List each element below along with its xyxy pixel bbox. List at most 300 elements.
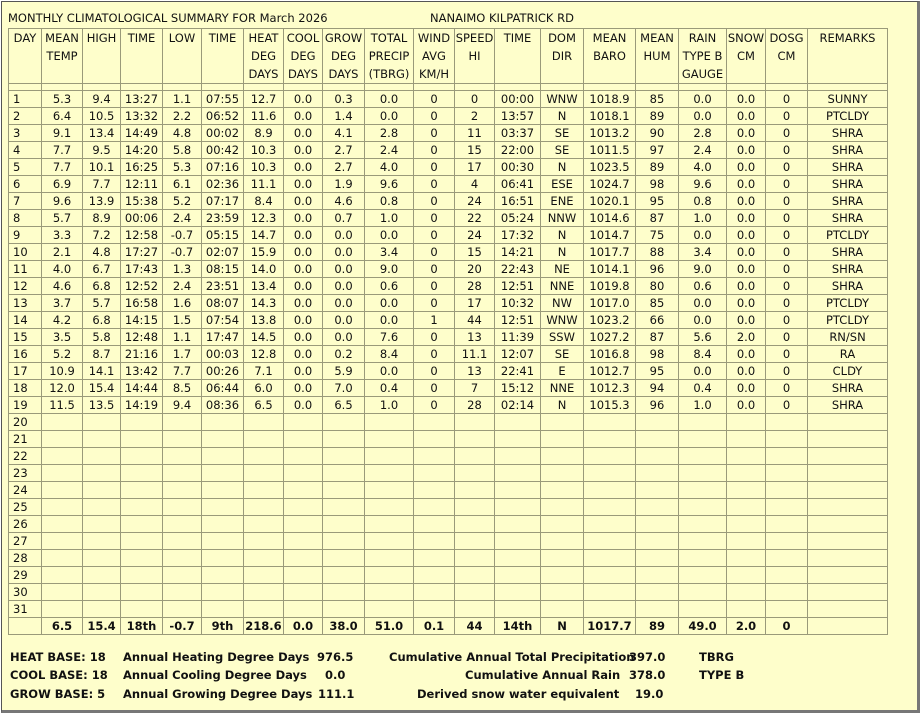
table-cell: 6.5 bbox=[244, 397, 284, 414]
table-cell: 0.0 bbox=[284, 108, 323, 125]
table-row bbox=[9, 516, 888, 533]
table-cell bbox=[541, 465, 584, 482]
table-cell bbox=[202, 431, 244, 448]
table-cell bbox=[163, 584, 202, 601]
table-cell: 8 bbox=[9, 210, 42, 227]
table-body bbox=[9, 84, 888, 635]
table-cell bbox=[455, 431, 495, 448]
table-cell bbox=[727, 414, 766, 431]
table-cell: 6.8 bbox=[83, 312, 121, 329]
table-cell: 0 bbox=[414, 176, 455, 193]
table-cell: 02:36 bbox=[202, 176, 244, 193]
table-cell: 9.6 bbox=[679, 176, 727, 193]
table-cell: 2.7 bbox=[323, 142, 365, 159]
table-cell: 17 bbox=[455, 295, 495, 312]
table-row bbox=[9, 601, 888, 618]
table-cell: 15 bbox=[9, 329, 42, 346]
column-header-line: TIME bbox=[208, 31, 237, 45]
table-cell bbox=[202, 499, 244, 516]
table-cell bbox=[83, 550, 121, 567]
table-cell: 9.0 bbox=[679, 261, 727, 278]
table-cell: 0 bbox=[455, 91, 495, 108]
table-cell: 13 bbox=[9, 295, 42, 312]
total-cell: 6.5 bbox=[42, 618, 83, 635]
table-cell bbox=[455, 482, 495, 499]
snow-water-value: 19.0 bbox=[635, 687, 664, 701]
table-cell bbox=[121, 448, 163, 465]
table-cell: 15.4 bbox=[83, 380, 121, 397]
table-cell: 75 bbox=[636, 227, 679, 244]
table-cell: 1014.1 bbox=[584, 261, 636, 278]
table-cell: 22 bbox=[455, 210, 495, 227]
table-cell: 12:51 bbox=[495, 312, 541, 329]
table-cell: 0 bbox=[766, 329, 808, 346]
table-cell: 80 bbox=[636, 278, 679, 295]
table-cell bbox=[244, 516, 284, 533]
table-cell: 0 bbox=[766, 108, 808, 125]
table-cell: 5.7 bbox=[42, 210, 83, 227]
table-cell bbox=[42, 516, 83, 533]
table-cell: 0.0 bbox=[284, 295, 323, 312]
total-cell bbox=[9, 618, 42, 635]
column-header bbox=[9, 29, 42, 84]
table-cell: 0.0 bbox=[365, 227, 414, 244]
table-row bbox=[9, 380, 888, 397]
table-cell bbox=[244, 499, 284, 516]
table-cell bbox=[636, 533, 679, 550]
table-cell: 5.6 bbox=[679, 329, 727, 346]
table-cell bbox=[495, 465, 541, 482]
table-cell: 0.0 bbox=[284, 159, 323, 176]
table-cell: 9 bbox=[9, 227, 42, 244]
column-header-line: GROW bbox=[324, 31, 363, 45]
table-cell: 1.1 bbox=[163, 91, 202, 108]
heat-base: HEAT BASE: 18 bbox=[10, 650, 106, 664]
table-cell bbox=[83, 431, 121, 448]
table-cell: SE bbox=[541, 346, 584, 363]
table-cell bbox=[584, 448, 636, 465]
table-cell: 0.0 bbox=[727, 295, 766, 312]
annual-heating-value: 976.5 bbox=[317, 650, 354, 664]
table-cell: 0.0 bbox=[284, 176, 323, 193]
table-cell bbox=[636, 482, 679, 499]
column-header bbox=[584, 29, 636, 84]
table-cell bbox=[244, 601, 284, 618]
table-cell: 0.0 bbox=[727, 176, 766, 193]
table-cell bbox=[365, 601, 414, 618]
cool-base: COOL BASE: 18 bbox=[10, 668, 108, 682]
header-row bbox=[9, 29, 888, 84]
table-cell bbox=[323, 448, 365, 465]
table-cell: 08:07 bbox=[202, 295, 244, 312]
table-cell bbox=[365, 414, 414, 431]
table-cell: 1017.7 bbox=[584, 244, 636, 261]
table-cell: 89 bbox=[636, 159, 679, 176]
table-cell: 0 bbox=[766, 363, 808, 380]
table-cell: 1.9 bbox=[323, 176, 365, 193]
table-cell: 23:59 bbox=[202, 210, 244, 227]
table-cell: WNW bbox=[541, 312, 584, 329]
table-cell: 0 bbox=[766, 91, 808, 108]
table-cell: 89 bbox=[636, 108, 679, 125]
table-row bbox=[9, 414, 888, 431]
table-cell: 0.0 bbox=[365, 363, 414, 380]
column-header bbox=[284, 29, 323, 84]
table-cell: 9.6 bbox=[365, 176, 414, 193]
table-cell: 13:32 bbox=[121, 108, 163, 125]
table-cell bbox=[284, 601, 323, 618]
table-cell: 2.4 bbox=[679, 142, 727, 159]
table-cell bbox=[727, 601, 766, 618]
column-header-line: SNOW bbox=[727, 31, 765, 45]
table-cell: WNW bbox=[541, 91, 584, 108]
table-cell bbox=[365, 533, 414, 550]
table-cell bbox=[365, 550, 414, 567]
table-cell: 26 bbox=[9, 516, 42, 533]
table-cell: 14 bbox=[9, 312, 42, 329]
table-cell bbox=[455, 550, 495, 567]
cum-precip-label: Cumulative Annual Total Precipitation bbox=[389, 650, 635, 664]
table-cell: 10.3 bbox=[244, 159, 284, 176]
table-cell: 8.5 bbox=[163, 380, 202, 397]
table-cell: 44 bbox=[455, 312, 495, 329]
table-cell: 12 bbox=[9, 278, 42, 295]
table-cell: 85 bbox=[636, 91, 679, 108]
table-cell: N bbox=[541, 227, 584, 244]
table-cell: 0.0 bbox=[727, 363, 766, 380]
table-cell bbox=[83, 516, 121, 533]
table-cell: 0.0 bbox=[679, 363, 727, 380]
table-cell: 31 bbox=[9, 601, 42, 618]
table-cell: NNE bbox=[541, 278, 584, 295]
table-cell: 4.0 bbox=[679, 159, 727, 176]
table-cell: NNE bbox=[541, 380, 584, 397]
table-cell bbox=[83, 601, 121, 618]
table-cell: 4.6 bbox=[323, 193, 365, 210]
table-cell: PTCLDY bbox=[808, 295, 888, 312]
table-cell bbox=[365, 516, 414, 533]
table-cell bbox=[42, 414, 83, 431]
table-cell: 0 bbox=[766, 176, 808, 193]
table-cell: 0.0 bbox=[679, 312, 727, 329]
table-cell: 28 bbox=[9, 550, 42, 567]
table-cell: 0 bbox=[414, 210, 455, 227]
column-header-line: DOSG bbox=[769, 31, 804, 45]
table-cell bbox=[541, 482, 584, 499]
table-cell: 0.0 bbox=[323, 261, 365, 278]
table-cell: 0.0 bbox=[323, 227, 365, 244]
table-cell bbox=[679, 465, 727, 482]
table-cell bbox=[284, 465, 323, 482]
table-cell: 0 bbox=[766, 346, 808, 363]
total-cell: 0 bbox=[766, 618, 808, 635]
table-cell: 10.9 bbox=[42, 363, 83, 380]
table-row bbox=[9, 261, 888, 278]
table-cell bbox=[121, 601, 163, 618]
table-cell: 0 bbox=[766, 380, 808, 397]
table-cell bbox=[163, 414, 202, 431]
table-cell: 13.4 bbox=[244, 278, 284, 295]
table-row bbox=[9, 329, 888, 346]
table-cell: 6.0 bbox=[244, 380, 284, 397]
table-cell bbox=[121, 465, 163, 482]
table-cell bbox=[584, 550, 636, 567]
table-cell bbox=[414, 431, 455, 448]
table-cell: 0 bbox=[414, 261, 455, 278]
column-header bbox=[42, 29, 83, 84]
table-cell: 0.0 bbox=[727, 261, 766, 278]
table-cell: 0.0 bbox=[727, 193, 766, 210]
table-cell: SHRA bbox=[808, 210, 888, 227]
table-cell: 5.8 bbox=[163, 142, 202, 159]
table-cell: 88 bbox=[636, 244, 679, 261]
table-cell: 12.3 bbox=[244, 210, 284, 227]
table-cell: 1.1 bbox=[163, 329, 202, 346]
table-cell bbox=[727, 499, 766, 516]
table-cell: 1014.7 bbox=[584, 227, 636, 244]
table-cell: RA bbox=[808, 346, 888, 363]
table-cell: 5 bbox=[9, 159, 42, 176]
table-cell: 2.2 bbox=[163, 108, 202, 125]
table-row bbox=[9, 312, 888, 329]
table-row bbox=[9, 193, 888, 210]
table-cell: 28 bbox=[455, 397, 495, 414]
table-cell: 1015.3 bbox=[584, 397, 636, 414]
table-cell bbox=[636, 448, 679, 465]
table-cell bbox=[323, 465, 365, 482]
table-row bbox=[9, 448, 888, 465]
table-cell: 02:14 bbox=[495, 397, 541, 414]
table-cell bbox=[541, 601, 584, 618]
table-cell bbox=[163, 516, 202, 533]
table-cell bbox=[83, 414, 121, 431]
table-cell: 0.0 bbox=[727, 244, 766, 261]
column-header-line: CM bbox=[777, 49, 796, 63]
table-cell bbox=[808, 601, 888, 618]
table-cell bbox=[244, 448, 284, 465]
table-cell: 0.4 bbox=[679, 380, 727, 397]
table-cell bbox=[495, 516, 541, 533]
table-cell bbox=[365, 482, 414, 499]
table-cell: 00:42 bbox=[202, 142, 244, 159]
table-cell: 0.0 bbox=[727, 159, 766, 176]
table-cell: 2.0 bbox=[727, 329, 766, 346]
table-cell bbox=[541, 584, 584, 601]
table-cell bbox=[808, 550, 888, 567]
table-cell: 0 bbox=[414, 159, 455, 176]
separator-row bbox=[9, 84, 888, 91]
column-header-line: MEAN bbox=[592, 31, 627, 45]
table-cell: 16:25 bbox=[121, 159, 163, 176]
gauge-tbrg: TBRG bbox=[699, 650, 734, 664]
table-cell: 8.7 bbox=[83, 346, 121, 363]
annual-cooling-value: 0.0 bbox=[325, 668, 346, 682]
table-cell bbox=[163, 550, 202, 567]
table-cell: 12.0 bbox=[42, 380, 83, 397]
table-cell: 0.0 bbox=[284, 210, 323, 227]
table-cell: 7 bbox=[455, 380, 495, 397]
table-cell bbox=[83, 499, 121, 516]
table-cell bbox=[121, 533, 163, 550]
table-cell bbox=[808, 431, 888, 448]
table-cell: 1.6 bbox=[163, 295, 202, 312]
table-cell: 07:55 bbox=[202, 91, 244, 108]
table-cell bbox=[244, 550, 284, 567]
table-cell bbox=[121, 550, 163, 567]
table-cell bbox=[495, 550, 541, 567]
table-cell: 0 bbox=[414, 346, 455, 363]
table-cell bbox=[766, 414, 808, 431]
table-cell: 14.7 bbox=[244, 227, 284, 244]
table-cell bbox=[808, 482, 888, 499]
table-cell: 97 bbox=[636, 142, 679, 159]
table-cell: 1 bbox=[9, 91, 42, 108]
table-cell: 0.0 bbox=[284, 91, 323, 108]
table-cell bbox=[766, 516, 808, 533]
table-cell: 0 bbox=[766, 261, 808, 278]
table-row bbox=[9, 482, 888, 499]
table-cell bbox=[202, 414, 244, 431]
table-cell: NE bbox=[541, 261, 584, 278]
table-cell: 11.1 bbox=[244, 176, 284, 193]
total-cell: 89 bbox=[636, 618, 679, 635]
table-cell: 12.7 bbox=[244, 91, 284, 108]
table-cell: 2.8 bbox=[679, 125, 727, 142]
table-cell: 12:52 bbox=[121, 278, 163, 295]
table-cell: 0 bbox=[766, 142, 808, 159]
table-cell: 14.1 bbox=[83, 363, 121, 380]
annual-growing-value: 111.1 bbox=[318, 687, 355, 701]
table-cell: 14.0 bbox=[244, 261, 284, 278]
column-header bbox=[495, 29, 541, 84]
table-cell bbox=[202, 584, 244, 601]
annual-heating-label: Annual Heating Degree Days bbox=[123, 650, 310, 664]
annual-growing-label: Annual Growing Degree Days bbox=[123, 687, 313, 701]
table-cell: 9.0 bbox=[365, 261, 414, 278]
total-cell: 15.4 bbox=[83, 618, 121, 635]
table-cell: 00:30 bbox=[495, 159, 541, 176]
table-cell: 11.1 bbox=[455, 346, 495, 363]
table-cell: 0 bbox=[414, 295, 455, 312]
table-cell: 03:37 bbox=[495, 125, 541, 142]
table-cell: 9.4 bbox=[163, 397, 202, 414]
table-cell bbox=[808, 584, 888, 601]
table-cell: RN/SN bbox=[808, 329, 888, 346]
table-cell: 12:51 bbox=[495, 278, 541, 295]
table-cell bbox=[163, 448, 202, 465]
table-cell bbox=[808, 533, 888, 550]
table-cell: 9.5 bbox=[83, 142, 121, 159]
table-cell: 95 bbox=[636, 363, 679, 380]
table-cell: 0 bbox=[414, 363, 455, 380]
table-cell: 05:24 bbox=[495, 210, 541, 227]
table-cell bbox=[541, 448, 584, 465]
column-header-line: DEG bbox=[250, 49, 277, 63]
table-cell: 1012.7 bbox=[584, 363, 636, 380]
table-cell: 0.0 bbox=[284, 312, 323, 329]
table-cell bbox=[365, 431, 414, 448]
table-cell: PTCLDY bbox=[808, 108, 888, 125]
table-cell: 4 bbox=[455, 176, 495, 193]
table-cell bbox=[42, 601, 83, 618]
table-cell bbox=[808, 516, 888, 533]
table-cell: 8.9 bbox=[83, 210, 121, 227]
table-cell bbox=[121, 414, 163, 431]
table-cell: 1012.3 bbox=[584, 380, 636, 397]
table-cell: 6 bbox=[9, 176, 42, 193]
table-cell: 2 bbox=[455, 108, 495, 125]
table-cell: 7.7 bbox=[42, 159, 83, 176]
column-header-line: TIME bbox=[503, 31, 532, 45]
table-cell bbox=[636, 431, 679, 448]
column-header-line: (TBRG) bbox=[368, 67, 410, 81]
table-cell: 08:15 bbox=[202, 261, 244, 278]
table-cell: 07:54 bbox=[202, 312, 244, 329]
column-header bbox=[455, 29, 495, 84]
table-cell bbox=[83, 482, 121, 499]
table-cell: 0.7 bbox=[323, 210, 365, 227]
table-cell bbox=[808, 567, 888, 584]
table-cell: 14:15 bbox=[121, 312, 163, 329]
column-header-line: BARO bbox=[593, 49, 626, 63]
table-cell bbox=[727, 550, 766, 567]
table-cell bbox=[766, 448, 808, 465]
column-header-line: DAYS bbox=[248, 67, 279, 81]
table-cell bbox=[541, 414, 584, 431]
table-cell bbox=[42, 584, 83, 601]
table-cell bbox=[636, 550, 679, 567]
table-cell: 00:03 bbox=[202, 346, 244, 363]
column-header bbox=[202, 29, 244, 84]
table-cell: 20 bbox=[455, 261, 495, 278]
table-cell bbox=[455, 584, 495, 601]
table-cell: 1014.6 bbox=[584, 210, 636, 227]
column-header-line: DEG bbox=[330, 49, 357, 63]
table-cell bbox=[414, 465, 455, 482]
table-cell bbox=[727, 482, 766, 499]
column-header-line: DAY bbox=[13, 31, 37, 45]
table-cell: 1019.8 bbox=[584, 278, 636, 295]
table-cell: 29 bbox=[9, 567, 42, 584]
table-cell: 05:15 bbox=[202, 227, 244, 244]
table-cell bbox=[323, 533, 365, 550]
table-cell: 4.2 bbox=[42, 312, 83, 329]
table-cell bbox=[323, 499, 365, 516]
table-cell bbox=[584, 431, 636, 448]
table-cell: 17:27 bbox=[121, 244, 163, 261]
table-cell bbox=[202, 601, 244, 618]
gauge-typeb: TYPE B bbox=[699, 668, 745, 682]
table-row bbox=[9, 210, 888, 227]
table-cell: 13.5 bbox=[83, 397, 121, 414]
table-row bbox=[9, 227, 888, 244]
table-cell: 0.0 bbox=[679, 91, 727, 108]
table-cell: 00:26 bbox=[202, 363, 244, 380]
table-row bbox=[9, 397, 888, 414]
total-cell: 2.0 bbox=[727, 618, 766, 635]
table-cell: 2.8 bbox=[365, 125, 414, 142]
table-cell: PTCLDY bbox=[808, 227, 888, 244]
table-cell: 17:32 bbox=[495, 227, 541, 244]
table-cell bbox=[83, 533, 121, 550]
table-cell bbox=[202, 567, 244, 584]
table-cell: 0.0 bbox=[727, 278, 766, 295]
table-cell: 0.0 bbox=[323, 278, 365, 295]
table-cell bbox=[323, 567, 365, 584]
table-cell bbox=[83, 465, 121, 482]
total-cell: 44 bbox=[455, 618, 495, 635]
total-cell: 1017.7 bbox=[584, 618, 636, 635]
